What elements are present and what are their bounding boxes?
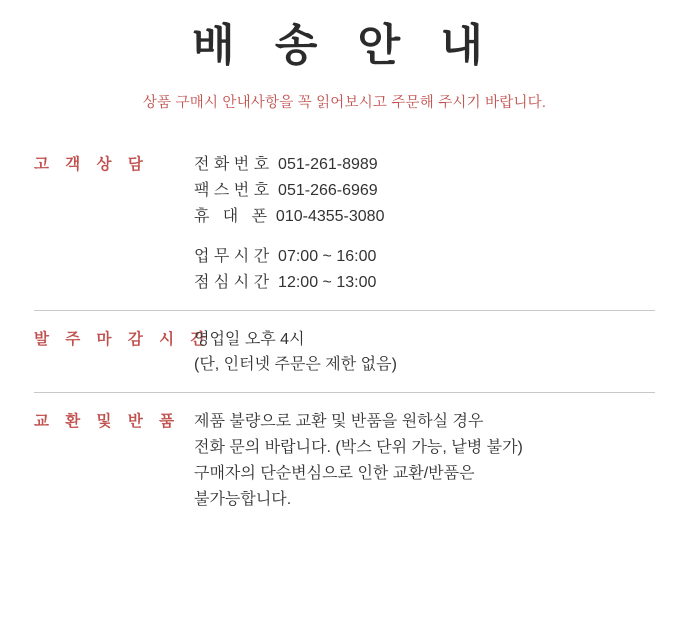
section-label: 교 환 및 반 품 — [34, 413, 181, 431]
info-line: 불가능합니다. — [194, 491, 292, 509]
section-content — [194, 327, 655, 379]
info-line: 영업일 오후 4시 — [194, 330, 305, 348]
info-line: 전화 문의 바랍니다. (박스 단위 가능, 낱병 불가) — [194, 439, 523, 457]
section-label: 고 객 상 담 — [34, 156, 149, 173]
info-sections — [0, 152, 689, 527]
info-line: (단, 인터넷 주문은 제한 없음) — [194, 356, 397, 374]
section-content — [194, 152, 655, 296]
info-line: 전 화 번 호 051-261-8989 — [194, 156, 378, 173]
info-line: 업 무 시 간 07:00 ~ 16:00 — [194, 247, 377, 265]
info-line: 구매자의 단순변심으로 인한 교환/반품은 — [194, 465, 475, 483]
info-line: 점 심 시 간 12:00 ~ 13:00 — [194, 273, 377, 291]
info-line: 휴 대 폰 010-4355-3080 — [194, 207, 385, 225]
section-order-cutoff — [34, 310, 655, 393]
info-line: 팩 스 번 호 051-266-6969 — [194, 181, 378, 199]
section-label: 발 주 마 감 시 간 — [34, 330, 212, 348]
section-customer-support — [34, 152, 655, 310]
page-title: 배 송 안 내 — [192, 21, 497, 70]
info-line-spacer — [194, 230, 655, 244]
section-exchange-return — [34, 392, 655, 527]
info-line: 제품 불량으로 교환 및 반품을 원하실 경우 — [194, 413, 484, 431]
page-subtitle: 상품 구매시 안내사항을 꼭 읽어보시고 주문해 주시기 바랍니다. — [142, 95, 547, 111]
section-content — [194, 409, 655, 513]
